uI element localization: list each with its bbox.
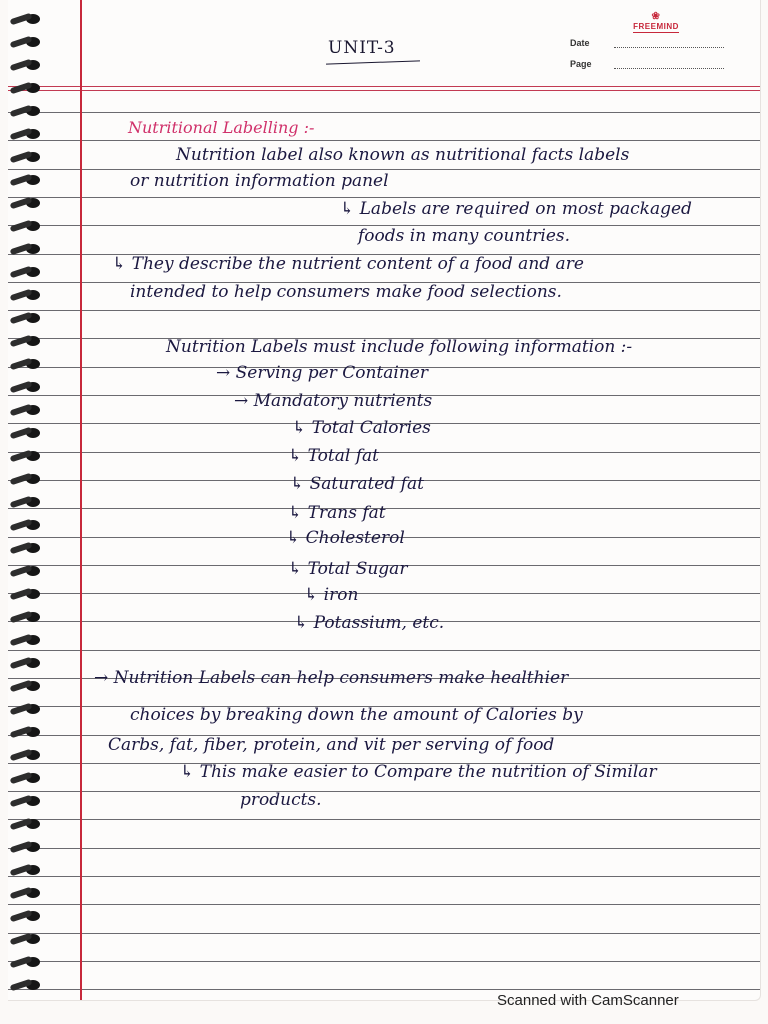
title-underline <box>326 60 420 64</box>
describe-line-2: intended to help consumers make food selections. <box>130 282 562 302</box>
spiral-binding <box>0 0 44 1000</box>
nutrient-item: ↳ Trans fat <box>288 503 386 523</box>
brand-name: FREEMIND <box>633 22 679 31</box>
ruled-line <box>8 593 760 594</box>
margin-line <box>80 0 82 1000</box>
ruled-line <box>8 310 760 311</box>
healthier-line-2: choices by breaking down the amount of Calories by <box>130 705 583 725</box>
ruled-line <box>8 989 760 990</box>
nutrient-item: ↳ Total fat <box>288 446 379 466</box>
healthier-line-3: Carbs, fat, fiber, protein, and vit per serving of food <box>108 735 555 755</box>
ruled-line <box>8 169 760 170</box>
nutrient-item: ↳ Saturated fat <box>290 474 424 494</box>
healthier-line-5: products. <box>240 790 322 810</box>
date-line <box>614 47 724 48</box>
ruled-line <box>8 197 760 198</box>
nutrient-item: ↳ iron <box>304 585 359 605</box>
healthier-line-1: → Nutrition Labels can help consumers make healthier <box>94 668 569 688</box>
page-line <box>614 68 724 69</box>
intro-line-4: foods in many countries. <box>358 226 571 246</box>
describe-line-1: ↳ They describe the nutrient content of a food and are <box>112 254 584 274</box>
ruled-line <box>8 140 760 141</box>
ruled-line <box>8 791 760 792</box>
nutrient-item: ↳ Total Sugar <box>288 559 408 579</box>
nutrient-item: ↳ Potassium, etc. <box>294 613 445 633</box>
must-include-lead: Nutrition Labels must include following information :- <box>166 337 633 357</box>
page-title: UNIT-3 <box>328 38 396 58</box>
ruled-line <box>8 961 760 962</box>
ruled-line <box>8 876 760 877</box>
ruled-line <box>8 650 760 651</box>
intro-line-2: or nutrition information panel <box>130 171 389 191</box>
notebook-sheet <box>8 0 761 1001</box>
nutrient-item: ↳ Total Calories <box>292 418 431 438</box>
date-label: Date <box>570 38 590 48</box>
nutrient-item: ↳ Cholesterol <box>286 528 405 548</box>
ruled-line <box>8 112 760 113</box>
header-rule <box>8 90 760 91</box>
ruled-line <box>8 904 760 905</box>
serving-item: → Serving per Container <box>216 363 428 383</box>
mandatory-item: → Mandatory nutrients <box>234 391 433 411</box>
ruled-line <box>8 848 760 849</box>
ruled-line <box>8 452 760 453</box>
ruled-line <box>8 933 760 934</box>
section-heading: Nutritional Labelling :- <box>128 118 315 137</box>
flower-icon: ❀ <box>651 11 661 22</box>
ruled-line <box>8 819 760 820</box>
healthier-line-4: ↳ This make easier to Compare the nutrition of Similar <box>180 762 657 782</box>
page-label: Page <box>570 59 592 69</box>
header-rule <box>8 86 760 87</box>
intro-line-3: ↳ Labels are required on most packaged <box>340 199 692 219</box>
intro-line-1: Nutrition label also known as nutritional facts labels <box>176 145 630 165</box>
brand-logo <box>620 12 692 33</box>
scanner-watermark: Scanned with CamScanner <box>497 992 679 1009</box>
